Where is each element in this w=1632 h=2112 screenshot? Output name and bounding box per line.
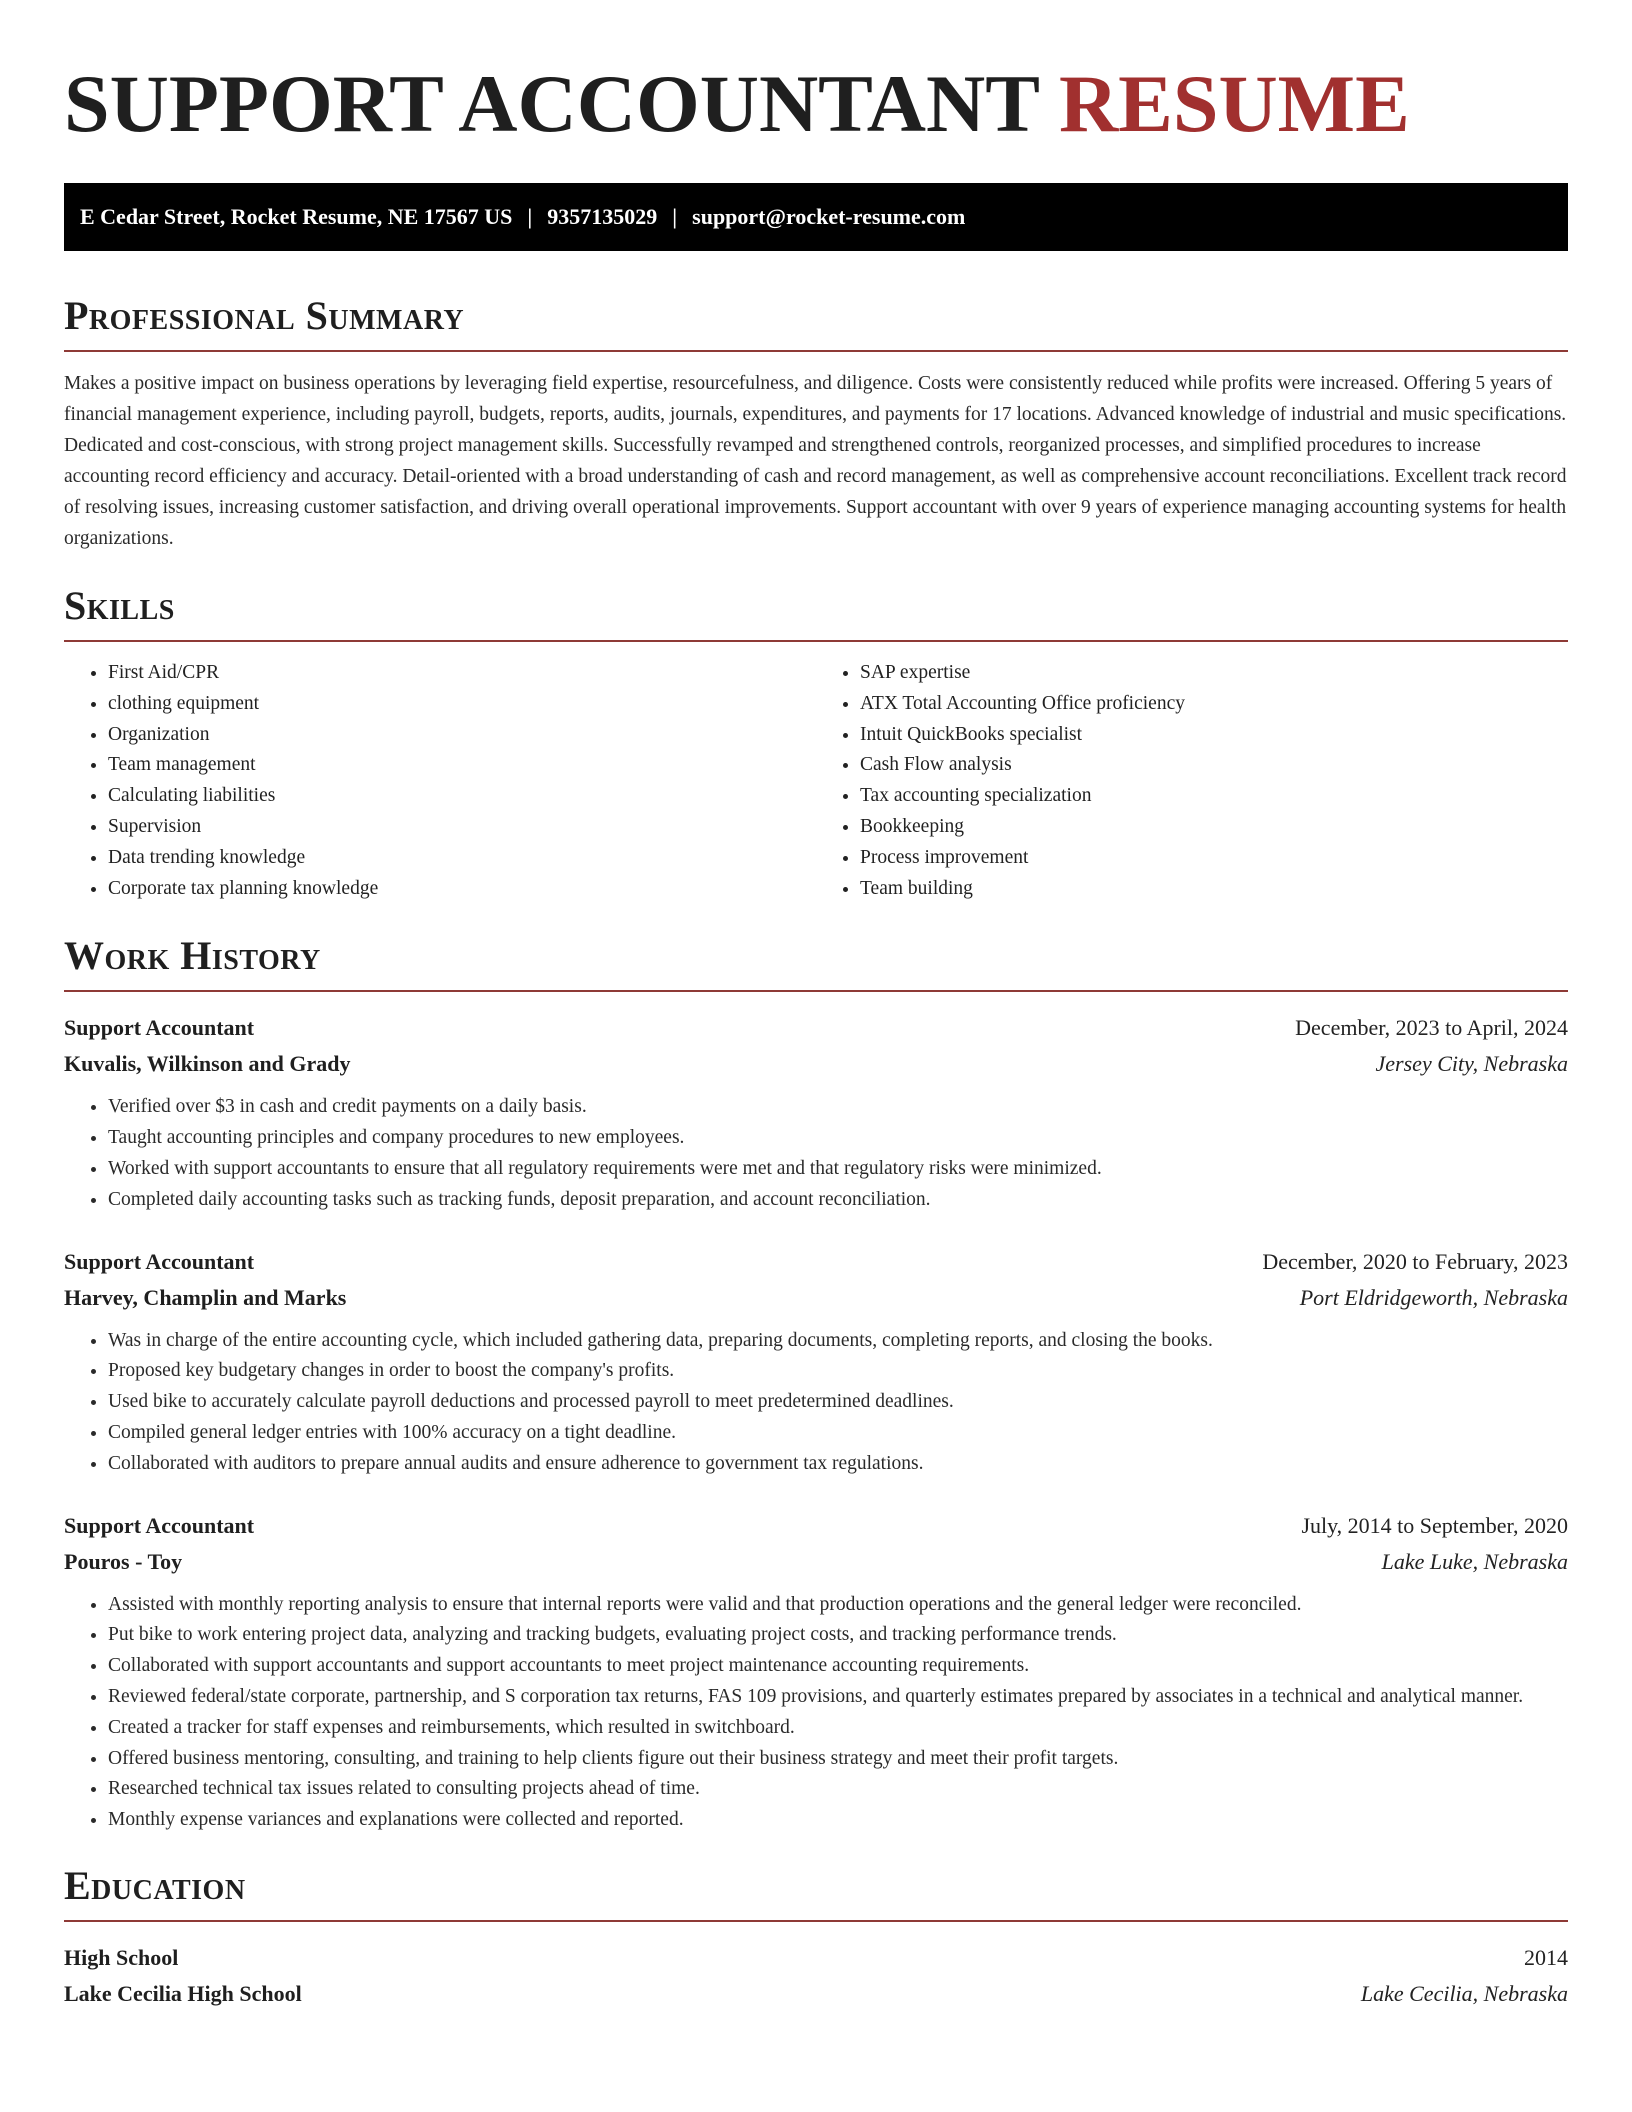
job-bullet: • Created a tracker for staff expenses and reimbursements, which resulted in switchboard. [108,1713,1568,1744]
contact-email[interactable]: support@rocket-resume.com [692,204,966,229]
job-company-row [64,1280,1568,1316]
job-bullet: • Researched technical tax issues related to consulting projects ahead of time. [108,1774,1568,1805]
contact-phone[interactable]: 9357135029 [547,204,658,229]
job-bullet: • Was in charge of the entire accounting cycle, which included gathering data, preparing documents, completing reports, and closing the books. [108,1326,1568,1357]
job-company-row [64,1046,1568,1082]
job-bullet: • Reviewed federal/state corporate, partnership, and S corporation tax returns, FAS 109 provisions, and quarterly estimates prepared by associates in a technical and analytical manner. [108,1682,1568,1713]
work-history-heading: Work History [64,933,321,979]
job-bullets [64,1590,1568,1836]
job-company: Kuvalis, Wilkinson and Grady [64,1051,351,1077]
title-main: SUPPORT ACCOUNTANT [64,58,1039,149]
skills-heading: Skills [64,583,175,628]
job-entry [64,1010,1568,1215]
job-entry [64,1244,1568,1480]
skills-list-right [816,658,1568,904]
section-divider [64,990,1568,992]
job-bullet: • Collaborated with auditors to prepare annual audits and ensure adherence to government tax regulations. [108,1449,1568,1480]
skill-item: • Bookkeeping [860,812,1568,843]
job-dates: December, 2020 to February, 2023 [1262,1248,1568,1274]
job-bullet: • Taught accounting principles and company procedures to new employees. [108,1123,1568,1154]
job-header-row [64,1508,1568,1544]
skill-item: • Organization [108,720,816,751]
skill-item: • Supervision [108,812,816,843]
skills-list-left [64,658,816,904]
summary-text: Makes a positive impact on business operations by leveraging field expertise, resourcefulness, and diligence. Costs were consistently reduced while profits were increased. Offering 5 years of financial management experience, including payroll, budgets, reports, audits, journals, expenditures, and payments for 17 locations. Advanced knowledge of industrial and music specifications. Dedicated and cost-conscious, with strong project management skills. Successfully revamped and strengthened controls, reorganized processes, and simplified procedures to increase accounting record efficiency and accuracy. Detail-oriented with a broad understanding of cash and record management, as well as comprehensive account reconciliations. Excellent track record of resolving issues, increasing customer satisfaction, and driving overall operational improvements. Support accountant with over 9 years of experience managing accounting systems for health organizations. [64,373,1567,549]
skill-item: • Calculating liabilities [108,781,816,812]
job-company: Harvey, Champlin and Marks [64,1284,347,1310]
summary-section [64,292,1568,554]
job-company-row [64,1544,1568,1580]
education-degree: High School [64,1944,179,1970]
skill-item: • SAP expertise [860,658,1568,689]
job-title: Support Accountant [64,1015,255,1041]
job-title: Support Accountant [64,1248,255,1274]
contact-bar [64,183,1568,251]
education-entry [64,1940,1568,2012]
job-bullet: • Compiled general ledger entries with 100% accuracy on a tight deadline. [108,1418,1568,1449]
resume-title [64,0,1568,150]
job-bullet: • Offered business mentoring, consulting, and training to help clients figure out their business strategy and meet their profit targets. [108,1744,1568,1775]
job-dates: July, 2014 to September, 2020 [1301,1512,1568,1538]
education-location: Lake Cecilia, Nebraska [1360,1980,1568,2006]
title-accent: RESUME [1058,58,1410,149]
education-year: 2014 [1524,1944,1568,1970]
skill-item: • Tax accounting specialization [860,781,1568,812]
skill-item: • Corporate tax planning knowledge [108,874,816,905]
section-divider [64,1920,1568,1922]
skill-item: • Team building [860,874,1568,905]
contact-separator: | [672,204,678,229]
job-title: Support Accountant [64,1512,255,1538]
job-location: Lake Luke, Nebraska [1381,1548,1568,1574]
skill-item: • Data trending knowledge [108,843,816,874]
section-divider [64,350,1568,352]
job-bullet: • Used bike to accurately calculate payroll deductions and processed payroll to meet predetermined deadlines. [108,1387,1568,1418]
job-header-row [64,1010,1568,1046]
contact-address: E Cedar Street, Rocket Resume, NE 17567 US [80,204,513,229]
skill-item: • First Aid/CPR [108,658,816,689]
education-header-row [64,1940,1568,1976]
education-heading: Education [64,1862,246,1908]
skills-columns [64,658,1568,904]
job-bullet: • Verified over $3 in cash and credit payments on a daily basis. [108,1092,1568,1123]
job-header-row [64,1244,1568,1280]
skill-item: • Process improvement [860,843,1568,874]
job-bullets [64,1326,1568,1480]
job-location: Jersey City, Nebraska [1375,1051,1568,1077]
contact-separator: | [527,204,533,229]
section-divider [64,640,1568,642]
job-location: Port Eldridgeworth, Nebraska [1299,1284,1568,1310]
job-bullets [64,1092,1568,1215]
skill-item: • Intuit QuickBooks specialist [860,720,1568,751]
job-bullet: • Completed daily accounting tasks such as tracking funds, deposit preparation, and account reconciliation. [108,1185,1568,1216]
skill-item: • Team management [108,750,816,781]
job-bullet: • Worked with support accountants to ensure that all regulatory requirements were met and that regulatory risks were minimized. [108,1154,1568,1185]
education-school: Lake Cecilia High School [64,1980,302,2006]
education-section [64,1862,1568,2012]
education-school-row [64,1976,1568,2012]
job-bullet: • Collaborated with support accountants and support accountants to meet project maintenance accounting requirements. [108,1651,1568,1682]
skill-item: • ATX Total Accounting Office proficiency [860,689,1568,720]
job-entry [64,1508,1568,1836]
job-bullet: • Assisted with monthly reporting analysis to ensure that internal reports were valid and that production operations and the general ledger were reconciled. [108,1590,1568,1621]
job-company: Pouros - Toy [64,1548,183,1574]
job-dates: December, 2023 to April, 2024 [1295,1015,1568,1041]
job-bullet: • Monthly expense variances and explanations were collected and reported. [108,1805,1568,1836]
summary-heading: Professional Summary [64,293,465,338]
skills-section [64,582,1568,904]
job-bullet: • Put bike to work entering project data, analyzing and tracking budgets, evaluating project costs, and tracking performance trends. [108,1620,1568,1651]
skill-item: • Cash Flow analysis [860,750,1568,781]
skill-item: • clothing equipment [108,689,816,720]
job-bullet: • Proposed key budgetary changes in order to boost the company's profits. [108,1356,1568,1387]
work-history-section [64,932,1568,1836]
